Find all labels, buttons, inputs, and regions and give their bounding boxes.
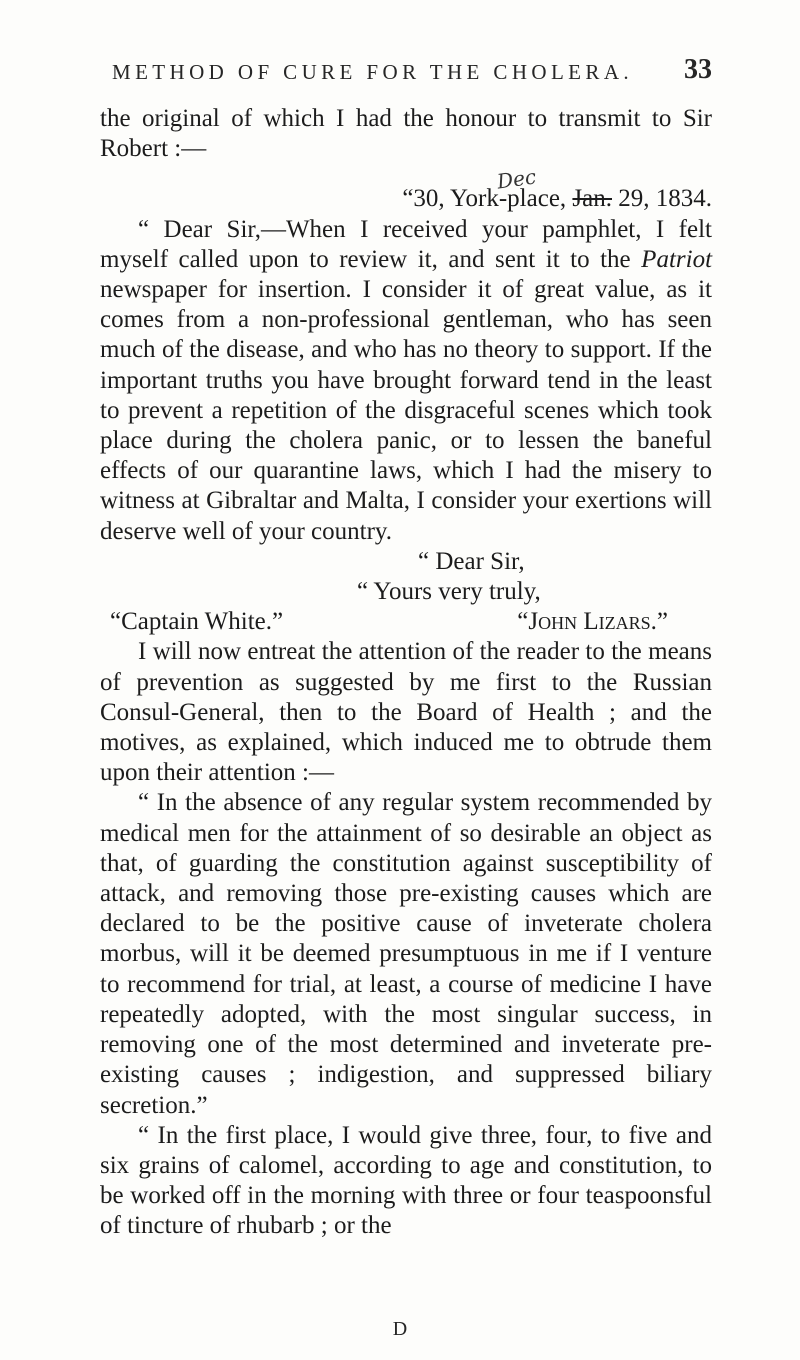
paragraph: “ In the first place, I would give three, four, to five and six grains of calomel, according to age and constitution, to be worked off in the morning with three or four teaspoonsful of tincture of rhubarb ; or the: [100, 1121, 712, 1240]
signature-row: [100, 607, 712, 637]
body-text: [100, 104, 712, 1242]
date-prefix: “30, York-place,: [402, 185, 567, 213]
newspaper-name: Patriot: [641, 245, 713, 273]
letter-body-cont: newspaper for insertion. I consider it of great value, as it comes from a non-professional gentleman, who has seen much of the disease, and who has no theory to support. If the important truths you have brought forward tend in the least to prevent a repetition of the disgraceful scenes which took place during the cholera panic, or to lessen the baneful effects of our quarantine laws, which I had the misery to witness at Gibraltar and Malta, I consider your exertions will deserve well of your country.: [100, 276, 712, 545]
closing-valediction: “ Yours very truly,: [357, 578, 541, 606]
letter-signature: “John Lizars.”: [517, 608, 668, 636]
paragraph: I will now entreat the attention of the reader to the means of prevention as suggested by me first to the Russian Consul-General, then to the Board of Health ; and the motives, as explained, which induced me to obtrude them upon their attention :—: [100, 638, 712, 787]
intro-text: the original of which I had the honour to transmit to Sir Robert :—: [100, 105, 712, 163]
closing-salutation: “ Dear Sir,: [418, 547, 525, 575]
page-header: [100, 54, 712, 94]
addressee: “Captain White.”: [110, 608, 284, 636]
letter-body: [100, 215, 712, 547]
date-suffix: 29, 1834.: [618, 185, 712, 213]
date-struck-month: Jan.: [572, 185, 612, 213]
signature-mark: D: [392, 1318, 408, 1340]
paragraph: “ In the absence of any regular system recommended by medical men for the attainment of so desirable an object as that, of guarding the constitution against susceptibility of attack, and removing those pre-existing causes which are declared to be the positive cause of inveterate cholera morbus, will it be deemed presumptuous in me if I venture to recommend for trial, at least, a course of medicine I have repeatedly adopted, with the most singular success, in removing one of the most determined and inveterate pre-existing causes ; indigestion, and suppressed biliary secretion.”: [100, 789, 712, 1119]
page-number: 33: [684, 54, 712, 85]
handwritten-correction: Dec: [495, 164, 538, 195]
letter-body-start: “ Dear Sir,—When I received your pamphlet, I felt myself called upon to review it, and sent it to the: [100, 215, 712, 273]
running-head: METHOD OF CURE FOR THE CHOLERA.: [112, 60, 634, 84]
letter-dateline: [100, 164, 712, 214]
